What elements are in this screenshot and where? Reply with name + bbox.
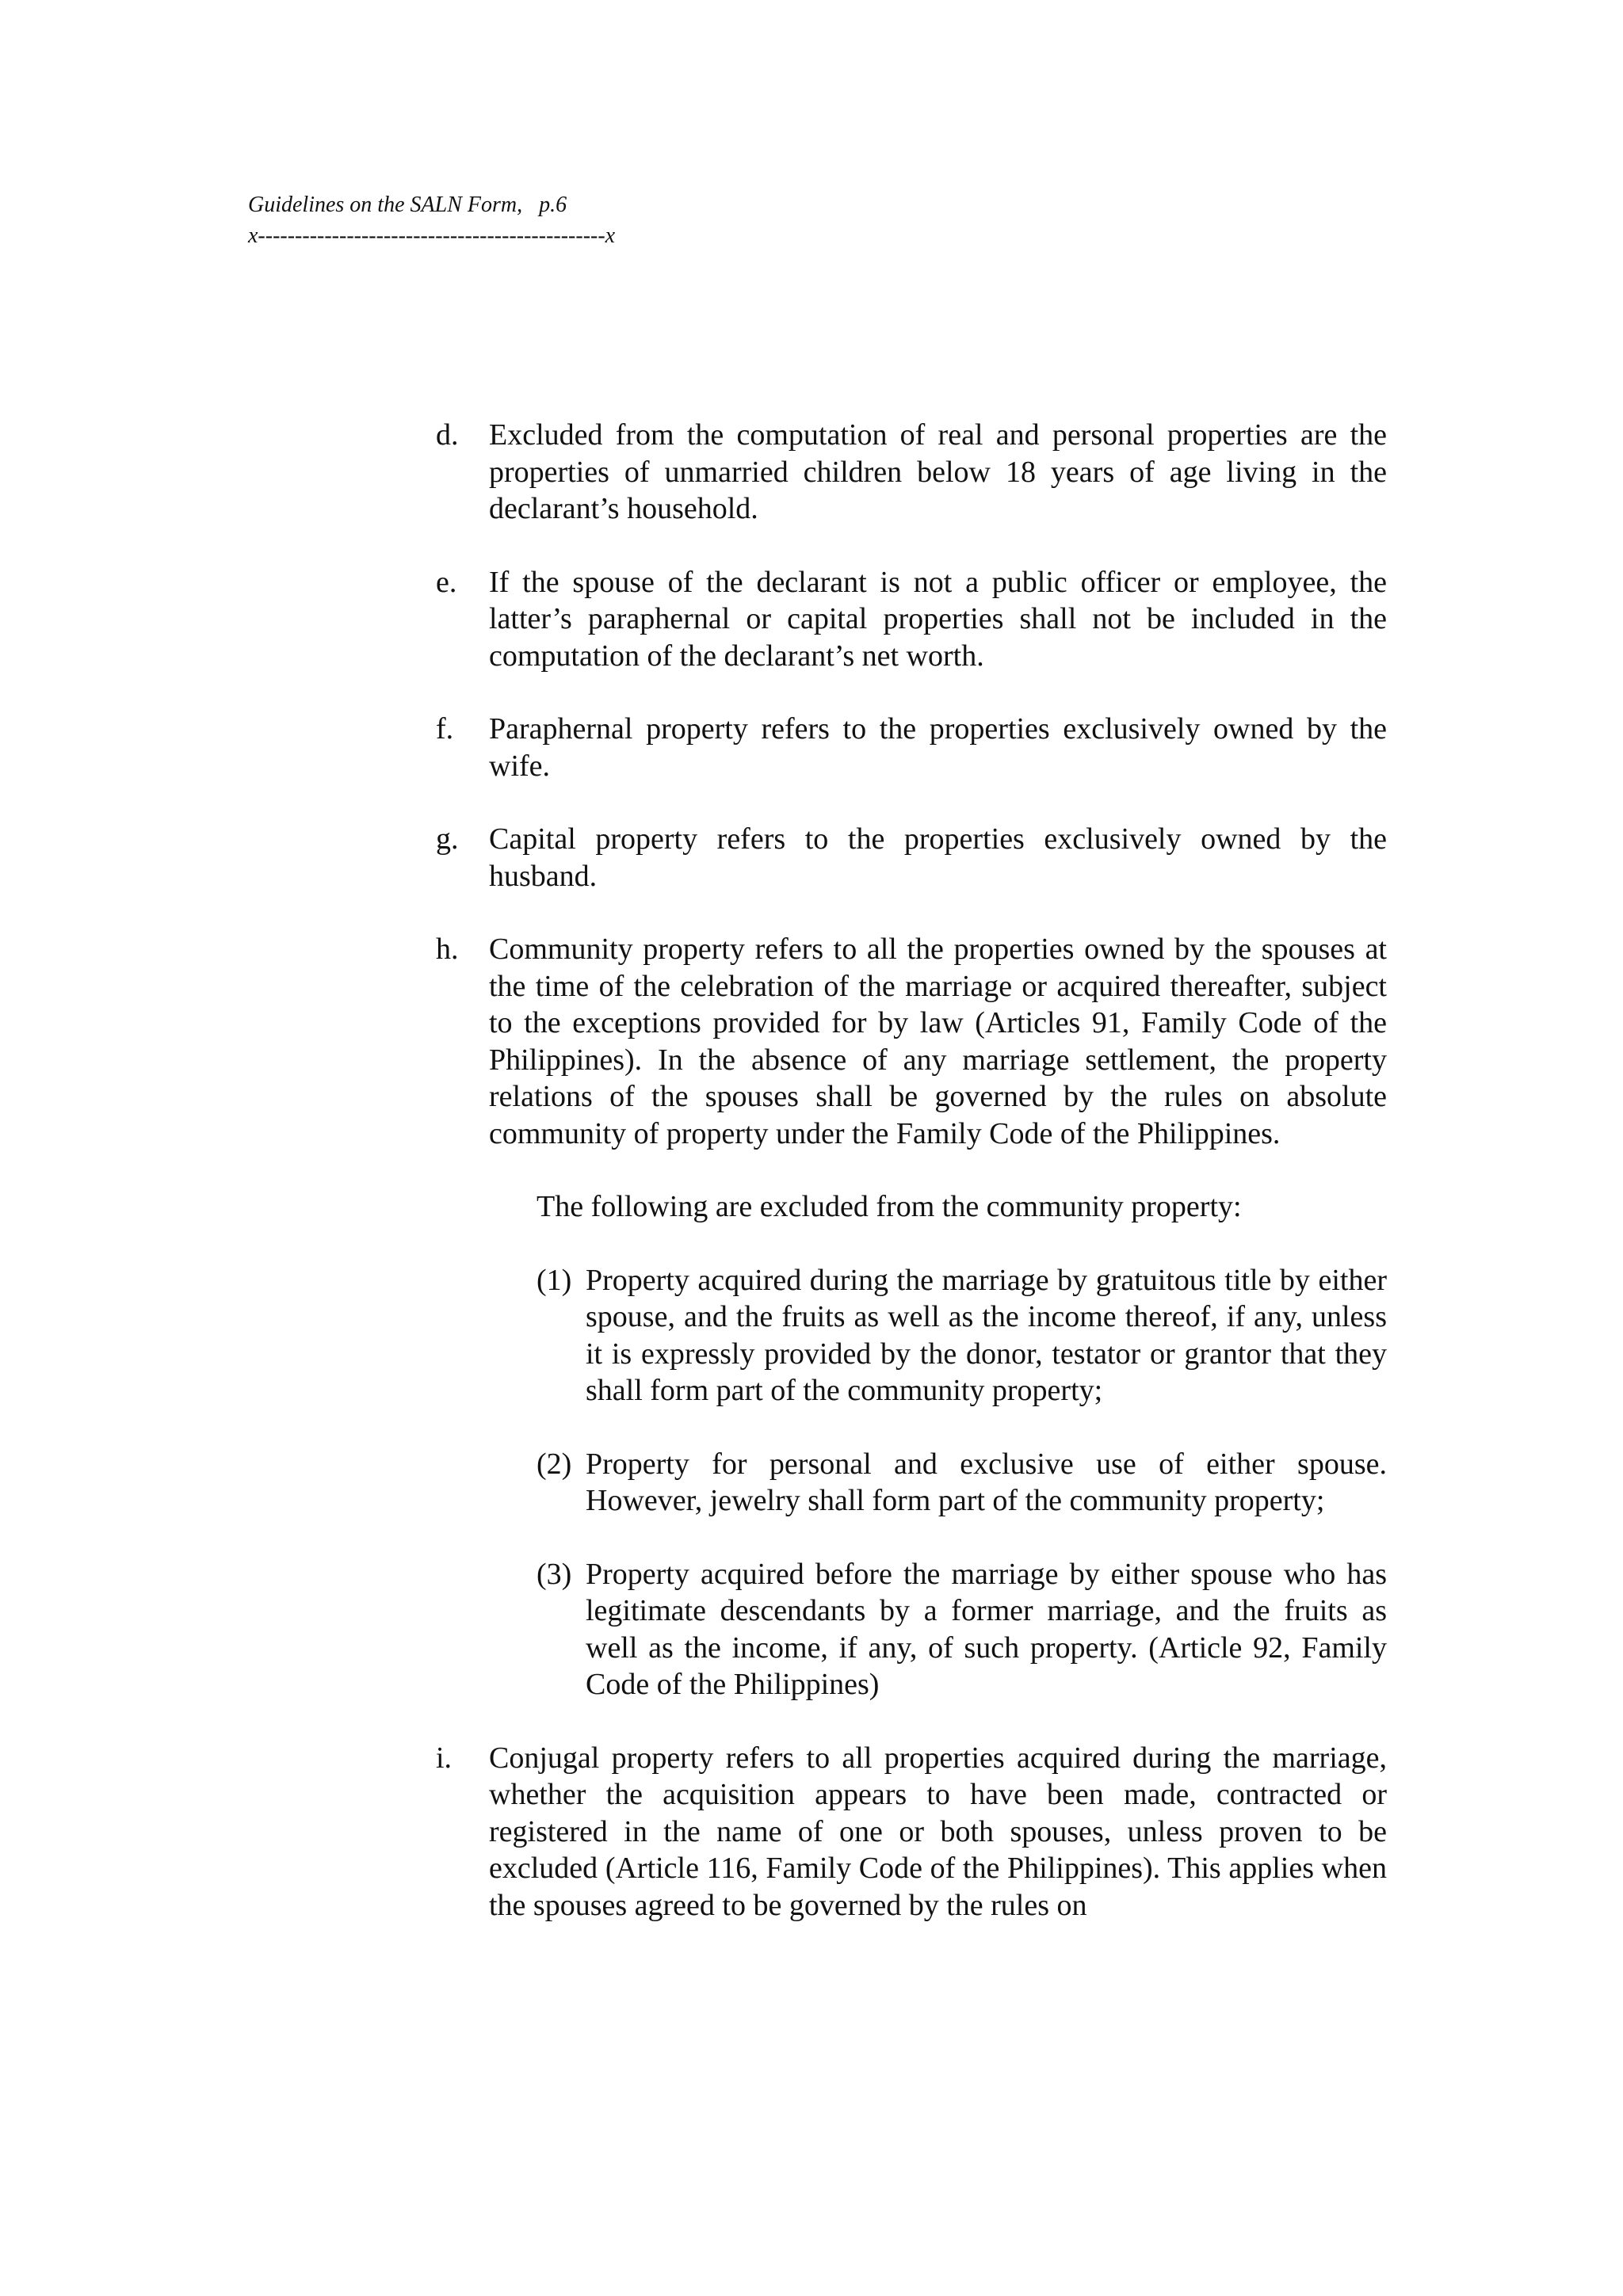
sub-list-item-text: Property acquired before the marriage by either spouse who has legitimate descendants by a former marriage, and the fruits as well as the income, if any, of such property. (Article 92, Family Code of the Philippines) — [586, 1557, 1387, 1701]
list-item-i — [436, 1740, 1387, 1924]
exclusion-item-3 — [537, 1556, 1387, 1703]
list-item-g — [436, 821, 1387, 894]
list-item-e — [436, 564, 1387, 675]
sub-list-item-text: Property for personal and exclusive use of either spouse. However, jewelry shall form part of the community property; — [586, 1447, 1387, 1517]
list-item-text: Paraphernal property refers to the properties exclusively owned by the wife. — [489, 712, 1387, 783]
list-marker: d. — [436, 418, 459, 452]
list-item-text: Capital property refers to the properties exclusively owned by the husband. — [489, 822, 1387, 893]
list-marker: g. — [436, 822, 459, 856]
exclusions-list — [537, 1262, 1387, 1703]
exclusions-intro: The following are excluded from the community property: — [537, 1190, 1242, 1223]
list-marker: f. — [436, 712, 454, 746]
running-header-title: Guidelines on the SALN Form, p.6 — [248, 193, 567, 217]
list-item-text: If the spouse of the declarant is not a public officer or employee, the latter’s paraphernal or capital properties shall not be included in the computation of the declarant’s net worth. — [489, 565, 1387, 673]
sub-list-marker: (3) — [537, 1557, 572, 1591]
list-item-text: Conjugal property refers to all properties acquired during the marriage, whether the acquisition appears to have been made, contracted or registered in the name of one or both spouses, unless proven to be excluded (Article 116, Family Code of the Philippines). This applies when the spouses agreed to be governed by the rules on — [489, 1741, 1387, 1922]
list-item-text: Community property refers to all the properties owned by the spouses at the time of the celebration of the marriage or acquired thereafter, subject to the exceptions provided for by law (Articles 91, Family Code of the Philippines). In the absence of any marriage settlement, the property relations of the spouses shall be governed by the rules on absolute community of property under the Family Code of the Philippines. — [489, 933, 1387, 1150]
sub-list-marker: (1) — [537, 1263, 572, 1297]
list-marker: i. — [436, 1741, 453, 1775]
list-item-text: Excluded from the computation of real and personal properties are the properties of unmarried children below 18 years of age living in the declarant’s household. — [489, 418, 1387, 525]
sub-list-item-text: Property acquired during the marriage by gratuitous title by either spouse, and the fruits as well as the income thereof, if any, unless it is expressly provided by the donor, testator or grantor that they shall form part of the community property; — [586, 1263, 1387, 1407]
list-marker: h. — [436, 933, 459, 966]
list-item-f — [436, 711, 1387, 784]
running-header-rule: x-----------------------------------------------x — [248, 223, 616, 248]
exclusion-item-2 — [537, 1446, 1387, 1520]
exclusion-item-1 — [537, 1262, 1387, 1409]
list-item-d — [436, 417, 1387, 528]
list-marker: e. — [436, 565, 457, 599]
list-item-h — [436, 931, 1387, 1152]
document-body — [436, 417, 1387, 1960]
sub-list-marker: (2) — [537, 1447, 572, 1481]
